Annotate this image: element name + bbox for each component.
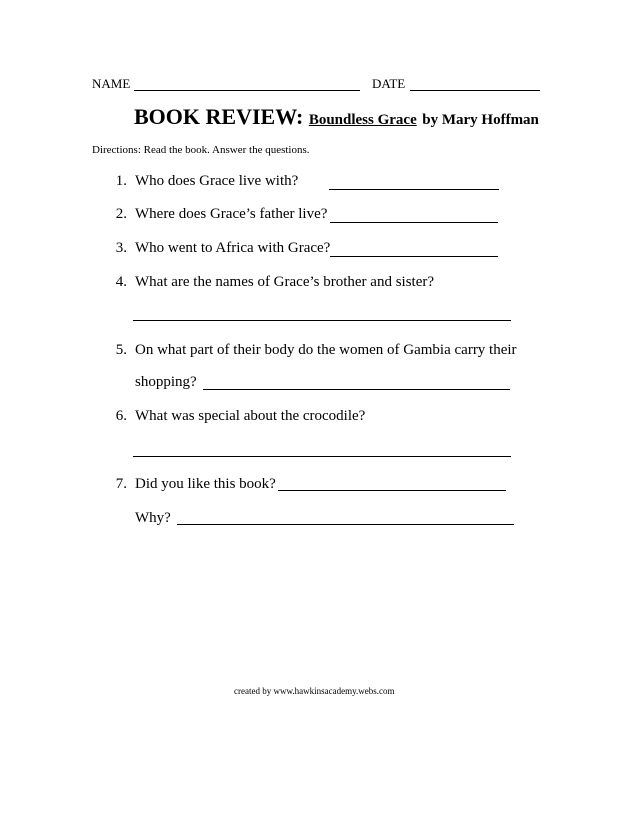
date-field[interactable]	[410, 90, 540, 91]
question-text: Who does Grace live with?	[135, 173, 299, 189]
question-text: On what part of their body do the women of Gambia carry their	[135, 342, 517, 358]
question-number: 1.	[115, 173, 127, 189]
question-number: 5.	[115, 342, 127, 358]
footer-credit: created by www.hawkinsacademy.webs.com	[234, 686, 395, 696]
question-2	[105, 206, 327, 223]
question-3	[105, 240, 330, 257]
book-title: Boundless Grace	[308, 112, 417, 128]
question-text: What are the names of Grace’s brother and sister?	[135, 274, 435, 290]
question-number: 7.	[115, 476, 127, 492]
answer-line-2[interactable]	[330, 222, 498, 223]
question-5	[105, 342, 517, 359]
answer-line-1[interactable]	[329, 189, 499, 190]
question-4	[105, 274, 434, 291]
page-title	[134, 104, 539, 130]
question-text: Who went to Africa with Grace?	[135, 240, 331, 256]
date-label: DATE	[372, 76, 406, 91]
directions: Directions: Read the book. Answer the questions.	[92, 144, 310, 156]
question-7-why-label: Why?	[135, 510, 171, 526]
title-main: BOOK REVIEW:	[134, 104, 304, 129]
question-1	[105, 173, 298, 190]
name-field[interactable]	[134, 90, 360, 91]
answer-line-6[interactable]	[133, 456, 511, 457]
answer-line-3[interactable]	[330, 256, 498, 257]
question-number: 4.	[115, 274, 127, 290]
question-6	[105, 408, 365, 425]
book-byline: by Mary Hoffman	[422, 112, 539, 128]
answer-line-5[interactable]	[203, 389, 510, 390]
question-5-continuation: shopping?	[135, 374, 197, 390]
answer-line-7[interactable]	[278, 490, 506, 491]
question-text: Where does Grace’s father live?	[135, 206, 328, 222]
question-7	[105, 476, 276, 493]
answer-line-4[interactable]	[133, 320, 511, 321]
question-text: Did you like this book?	[135, 476, 276, 492]
answer-line-7-why[interactable]	[177, 524, 514, 525]
question-text: What was special about the crocodile?	[135, 408, 366, 424]
question-number: 3.	[115, 240, 127, 256]
name-label: NAME	[92, 76, 131, 91]
question-number: 6.	[115, 408, 127, 424]
question-number: 2.	[115, 206, 127, 222]
